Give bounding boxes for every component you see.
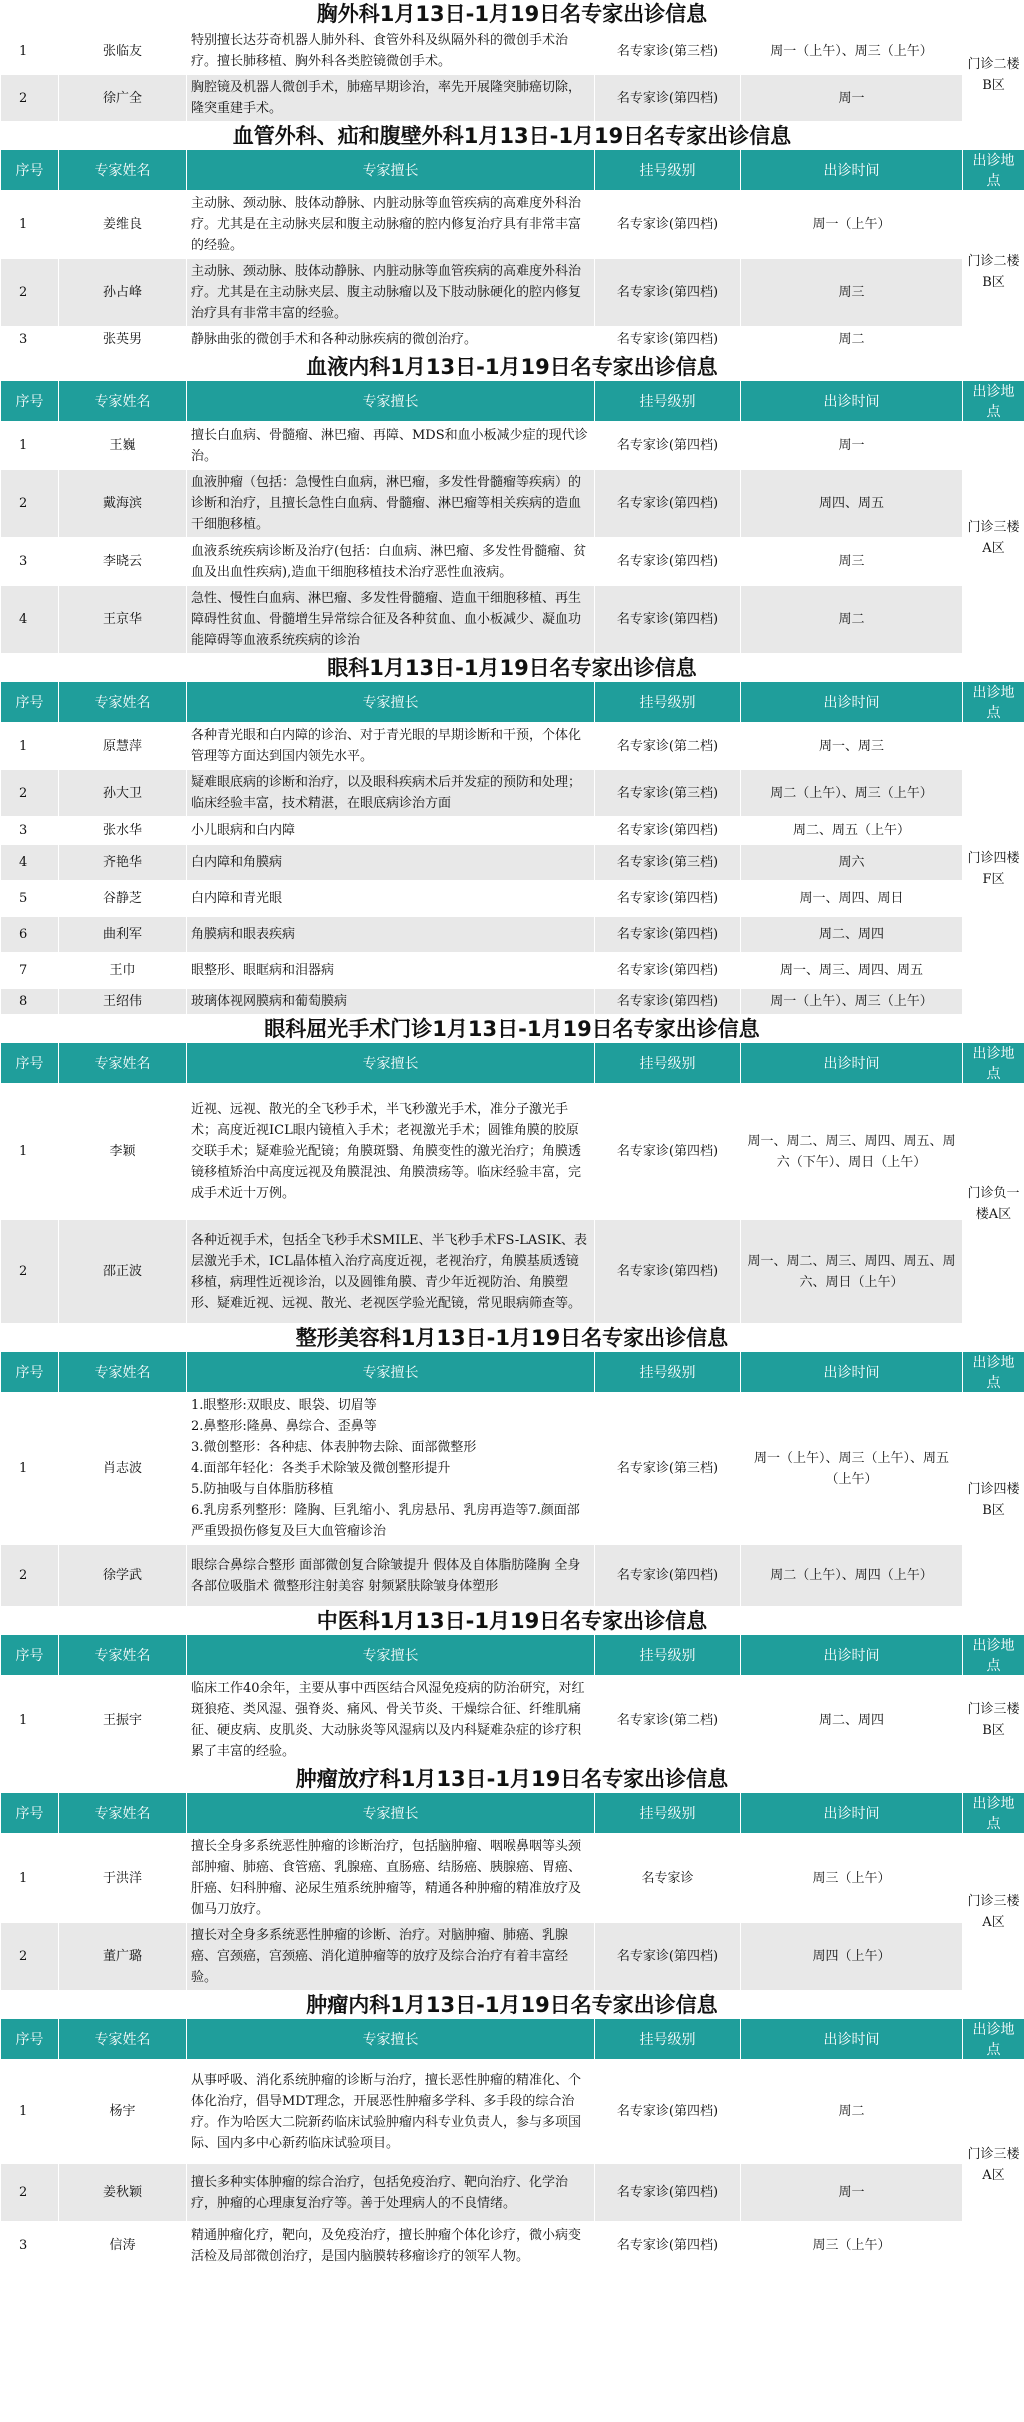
table-row	[1, 2164, 1024, 2222]
expert-name: 信涛	[59, 2222, 187, 2270]
table-row	[1, 723, 1024, 770]
header-time: 出诊时间	[741, 1352, 963, 1393]
row-number: 8	[1, 989, 59, 1015]
expert-specialty: 1.眼整形:双眼皮、眼袋、切眉等 2.鼻整形:隆鼻、鼻综合、歪鼻等 3.微创整形：各种痣、体表肿物去除、面部微整形 4.面部年轻化：各类手术除皱及微创整形提升 5.防抽吸与自体脂肪移植 6.乳房系列整形：隆胸、巨乳缩小、乳房悬吊、乳房再造等7.颜面部严重毁损伤修复及巨大血管瘤诊治	[187, 1393, 595, 1545]
header-location: 出诊地点	[963, 682, 1024, 723]
row-number: 6	[1, 917, 59, 953]
registration-level: 名专家诊(第四档)	[595, 191, 741, 259]
row-number: 1	[1, 191, 59, 259]
row-number: 2	[1, 259, 59, 327]
table-header-row	[1, 1352, 1024, 1393]
table-header-row	[1, 1793, 1024, 1834]
clinic-time: 周一（上午）、周三（上午）、周五（上午）	[741, 1393, 963, 1545]
expert-name: 于洪洋	[59, 1834, 187, 1923]
row-number: 4	[1, 845, 59, 881]
header-level: 挂号级别	[595, 682, 741, 723]
expert-specialty: 静脉曲张的微创手术和各种动脉疾病的微创治疗。	[187, 327, 595, 353]
row-number: 1	[1, 1393, 59, 1545]
clinic-time: 周四、周五	[741, 470, 963, 538]
expert-name: 原慧萍	[59, 723, 187, 770]
expert-name: 李晓云	[59, 538, 187, 586]
row-number: 3	[1, 327, 59, 353]
header-expert-name: 专家姓名	[59, 150, 187, 191]
schedule-table	[0, 380, 1024, 654]
table-row	[1, 770, 1024, 817]
expert-specialty: 白内障和角膜病	[187, 845, 595, 881]
department-section	[0, 1609, 1024, 1765]
expert-name: 齐艳华	[59, 845, 187, 881]
table-row	[1, 259, 1024, 327]
table-header-row	[1, 150, 1024, 191]
expert-specialty: 擅长多种实体肿瘤的综合治疗，包括免疫治疗、靶向治疗、化学治疗，肿瘤的心理康复治疗等。善于处理病人的不良情绪。	[187, 2164, 595, 2222]
registration-level: 名专家诊	[595, 1834, 741, 1923]
clinic-time: 周二（上午）、周四（上午）	[741, 1545, 963, 1607]
table-row	[1, 586, 1024, 654]
registration-level: 名专家诊(第四档)	[595, 917, 741, 953]
header-location: 出诊地点	[963, 1793, 1024, 1834]
header-level: 挂号级别	[595, 1793, 741, 1834]
row-number: 4	[1, 586, 59, 654]
header-location: 出诊地点	[963, 1635, 1024, 1676]
clinic-time: 周二、周四	[741, 917, 963, 953]
clinic-time: 周一（上午）	[741, 191, 963, 259]
registration-level: 名专家诊(第四档)	[595, 1545, 741, 1607]
row-number: 1	[1, 422, 59, 470]
registration-level: 名专家诊(第四档)	[595, 586, 741, 654]
expert-specialty: 各种青光眼和白内障的诊治、对于青光眼的早期诊断和干预，个体化管理等方面达到国内领先水平。	[187, 723, 595, 770]
registration-level: 名专家诊(第四档)	[595, 953, 741, 989]
registration-level: 名专家诊(第四档)	[595, 1084, 741, 1220]
expert-name: 王巍	[59, 422, 187, 470]
section-title: 肿瘤放疗科1月13日-1月19日名专家出诊信息	[295, 1767, 729, 1791]
expert-specialty: 疑难眼底病的诊断和治疗，以及眼科疾病术后并发症的预防和处理；临床经验丰富，技术精湛，在眼底病诊治方面	[187, 770, 595, 817]
expert-name: 孙大卫	[59, 770, 187, 817]
row-number: 7	[1, 953, 59, 989]
header-time: 出诊时间	[741, 2019, 963, 2060]
row-number: 2	[1, 1923, 59, 1991]
expert-specialty: 急性、慢性白血病、淋巴瘤、多发性骨髓瘤、造血干细胞移植、再生障碍性贫血、骨髓增生异常综合征及各种贫血、血小板减少、凝血功能障碍等血液系统疾病的诊治	[187, 586, 595, 654]
expert-name: 肖志波	[59, 1393, 187, 1545]
table-row	[1, 2060, 1024, 2164]
clinic-time: 周二	[741, 327, 963, 353]
clinic-time: 周六	[741, 845, 963, 881]
clinic-time: 周二	[741, 2060, 963, 2164]
clinic-location: 门诊三楼B区	[963, 1676, 1024, 1765]
table-row	[1, 1676, 1024, 1765]
department-section	[0, 355, 1024, 654]
page-root	[0, 2, 1024, 2270]
expert-specialty: 眼整形、眼眶病和泪器病	[187, 953, 595, 989]
expert-specialty: 眼综合鼻综合整形 面部微创复合除皱提升 假体及自体脂肪隆胸 全身各部位吸脂术 微整形注射美容 射频紧肤除皱身体塑形	[187, 1545, 595, 1607]
registration-level: 名专家诊(第二档)	[595, 1676, 741, 1765]
registration-level: 名专家诊(第四档)	[595, 817, 741, 845]
row-number: 2	[1, 1545, 59, 1607]
table-header-row	[1, 682, 1024, 723]
expert-specialty: 擅长全身多系统恶性肿瘤的诊断治疗，包括脑肿瘤、咽喉鼻咽等头颈部肿瘤、肺癌、食管癌、乳腺癌、直肠癌、结肠癌、胰腺癌、胃癌、肝癌、妇科肿瘤、泌尿生殖系统肿瘤等，精通各种肿瘤的精准放疗及伽马刀放疗。	[187, 1834, 595, 1923]
schedule-table	[0, 1792, 1024, 1991]
table-row	[1, 1923, 1024, 1991]
table-row	[1, 917, 1024, 953]
row-number: 1	[1, 1834, 59, 1923]
row-number: 2	[1, 470, 59, 538]
registration-level: 名专家诊(第四档)	[595, 2164, 741, 2222]
header-specialty: 专家擅长	[187, 2019, 595, 2060]
section-title: 眼科1月13日-1月19日名专家出诊信息	[327, 656, 697, 680]
section-title: 肿瘤内科1月13日-1月19日名专家出诊信息	[306, 1993, 718, 2017]
clinic-time: 周一（上午）、周三（上午）	[741, 989, 963, 1015]
expert-specialty: 主动脉、颈动脉、肢体动静脉、内脏动脉等血管疾病的高难度外科治疗。尤其是在主动脉夹层、腹主动脉瘤以及下肢动脉硬化的腔内修复治疗具有非常丰富的经验。	[187, 259, 595, 327]
department-section	[0, 1017, 1024, 1324]
expert-specialty: 临床工作40余年，主要从事中西医结合风湿免疫病的防治研究，对红斑狼疮、类风湿、强脊炎、痛风、骨关节炎、干燥综合征、纤维肌痛征、硬皮病、皮肌炎、大动脉炎等风湿病以及内科疑难杂症的诊疗积累了丰富的经验。	[187, 1676, 595, 1765]
clinic-location: 门诊二楼B区	[963, 28, 1024, 122]
department-section	[0, 2, 1024, 122]
clinic-location: 门诊四楼F区	[963, 723, 1024, 1015]
expert-name: 徐广全	[59, 75, 187, 122]
row-number: 2	[1, 770, 59, 817]
registration-level: 名专家诊(第二档)	[595, 723, 741, 770]
table-row	[1, 1220, 1024, 1324]
expert-specialty: 擅长白血病、骨髓瘤、淋巴瘤、再障、MDS和血小板减少症的现代诊治。	[187, 422, 595, 470]
expert-specialty: 角膜病和眼表疾病	[187, 917, 595, 953]
department-section	[0, 656, 1024, 1015]
schedule-table	[0, 681, 1024, 1015]
row-number: 1	[1, 2060, 59, 2164]
expert-name: 王振宇	[59, 1676, 187, 1765]
header-number: 序号	[1, 150, 59, 191]
header-location: 出诊地点	[963, 381, 1024, 422]
registration-level: 名专家诊(第四档)	[595, 1923, 741, 1991]
header-expert-name: 专家姓名	[59, 1043, 187, 1084]
expert-name: 王巾	[59, 953, 187, 989]
table-row	[1, 2222, 1024, 2270]
section-title: 中医科1月13日-1月19日名专家出诊信息	[316, 1609, 708, 1633]
header-number: 序号	[1, 1043, 59, 1084]
schedule-table	[0, 1042, 1024, 1324]
expert-name: 邵正波	[59, 1220, 187, 1324]
table-row	[1, 327, 1024, 353]
registration-level: 名专家诊(第三档)	[595, 845, 741, 881]
row-number: 2	[1, 2164, 59, 2222]
clinic-time: 周三（上午）	[741, 2222, 963, 2270]
clinic-time: 周四（上午）	[741, 1923, 963, 1991]
row-number: 3	[1, 538, 59, 586]
clinic-time: 周三	[741, 538, 963, 586]
row-number: 1	[1, 723, 59, 770]
header-location: 出诊地点	[963, 2019, 1024, 2060]
header-expert-name: 专家姓名	[59, 682, 187, 723]
clinic-time: 周一、周二、周三、周四、周五、周六、周日（上午）	[741, 1220, 963, 1324]
header-number: 序号	[1, 2019, 59, 2060]
expert-name: 姜秋颖	[59, 2164, 187, 2222]
expert-name: 戴海滨	[59, 470, 187, 538]
table-row	[1, 953, 1024, 989]
clinic-time: 周一、周二、周三、周四、周五、周六（下午）、周日（上午）	[741, 1084, 963, 1220]
expert-specialty: 特别擅长达芬奇机器人肺外科、食管外科及纵隔外科的微创手术治疗。擅长肺移植、胸外科各类腔镜微创手术。	[187, 28, 595, 75]
registration-level: 名专家诊(第四档)	[595, 75, 741, 122]
header-number: 序号	[1, 381, 59, 422]
registration-level: 名专家诊(第四档)	[595, 881, 741, 917]
registration-level: 名专家诊(第三档)	[595, 28, 741, 75]
header-expert-name: 专家姓名	[59, 1352, 187, 1393]
table-row	[1, 538, 1024, 586]
row-number: 3	[1, 817, 59, 845]
expert-name: 张英男	[59, 327, 187, 353]
expert-specialty: 胸腔镜及机器人微创手术，肺癌早期诊治，率先开展隆突肺癌切除，隆突重建手术。	[187, 75, 595, 122]
header-specialty: 专家擅长	[187, 1793, 595, 1834]
department-section	[0, 1993, 1024, 2270]
clinic-location: 门诊三楼A区	[963, 422, 1024, 654]
header-time: 出诊时间	[741, 1635, 963, 1676]
clinic-time: 周一	[741, 422, 963, 470]
schedule-table	[0, 27, 1024, 122]
registration-level: 名专家诊(第三档)	[595, 1393, 741, 1545]
header-number: 序号	[1, 682, 59, 723]
header-level: 挂号级别	[595, 1635, 741, 1676]
section-title: 整形美容科1月13日-1月19日名专家出诊信息	[295, 1326, 729, 1350]
expert-specialty: 血液系统疾病诊断及治疗(包括：白血病、淋巴瘤、多发性骨髓瘤、贫血及出血性疾病),造血干细胞移植技术治疗恶性血液病。	[187, 538, 595, 586]
header-time: 出诊时间	[741, 1793, 963, 1834]
registration-level: 名专家诊(第四档)	[595, 538, 741, 586]
department-section	[0, 1326, 1024, 1607]
row-number: 2	[1, 75, 59, 122]
header-level: 挂号级别	[595, 1352, 741, 1393]
clinic-location: 门诊四楼B区	[963, 1393, 1024, 1607]
registration-level: 名专家诊(第四档)	[595, 2222, 741, 2270]
expert-specialty: 血液肿瘤（包括：急慢性白血病，淋巴瘤，多发性骨髓瘤等疾病）的诊断和治疗，且擅长急性白血病、骨髓瘤、淋巴瘤等相关疾病的造血干细胞移植。	[187, 470, 595, 538]
header-number: 序号	[1, 1352, 59, 1393]
expert-specialty: 擅长对全身多系统恶性肿瘤的诊断、治疗。对脑肿瘤、肺癌、乳腺癌、宫颈癌，宫颈癌、消化道肿瘤等的放疗及综合治疗有着丰富经验。	[187, 1923, 595, 1991]
header-level: 挂号级别	[595, 2019, 741, 2060]
registration-level: 名专家诊(第四档)	[595, 989, 741, 1015]
header-time: 出诊时间	[741, 381, 963, 422]
row-number: 5	[1, 881, 59, 917]
clinic-time: 周三（上午）	[741, 1834, 963, 1923]
header-location: 出诊地点	[963, 1043, 1024, 1084]
table-header-row	[1, 381, 1024, 422]
registration-level: 名专家诊(第三档)	[595, 770, 741, 817]
expert-name: 孙占峰	[59, 259, 187, 327]
expert-name: 张临友	[59, 28, 187, 75]
table-row	[1, 989, 1024, 1015]
registration-level: 名专家诊(第四档)	[595, 1220, 741, 1324]
row-number: 3	[1, 2222, 59, 2270]
expert-name: 董广璐	[59, 1923, 187, 1991]
header-specialty: 专家擅长	[187, 1635, 595, 1676]
expert-name: 张水华	[59, 817, 187, 845]
registration-level: 名专家诊(第四档)	[595, 422, 741, 470]
row-number: 1	[1, 28, 59, 75]
clinic-time: 周二、周五（上午）	[741, 817, 963, 845]
schedule-table	[0, 1351, 1024, 1607]
clinic-time: 周一、周三	[741, 723, 963, 770]
registration-level: 名专家诊(第四档)	[595, 470, 741, 538]
registration-level: 名专家诊(第四档)	[595, 259, 741, 327]
table-row	[1, 845, 1024, 881]
header-level: 挂号级别	[595, 381, 741, 422]
header-number: 序号	[1, 1793, 59, 1834]
expert-specialty: 精通肿瘤化疗，靶向，及免疫治疗，擅长肿瘤个体化诊疗，微小病变活检及局部微创治疗，是国内脑膜转移瘤诊疗的领军人物。	[187, 2222, 595, 2270]
expert-specialty: 近视、远视、散光的全飞秒手术，半飞秒激光手术，准分子激光手术；高度近视ICL眼内镜植入手术；老视激光手术；圆锥角膜的胶原交联手术；疑难验光配镜；角膜斑翳、角膜变性的激光治疗；角膜透镜移植矫治中高度远视及角膜混浊、角膜溃疡等。临床经验丰富，完成手术近十万例。	[187, 1084, 595, 1220]
expert-specialty: 从事呼吸、消化系统肿瘤的诊断与治疗，擅长恶性肿瘤的精准化、个体化治疗，倡导MDT理念，开展恶性肿瘤多学科、多手段的综合治疗。作为哈医大二院新药临床试验肿瘤内科专业负责人，参与多项国际、国内多中心新药临床试验项目。	[187, 2060, 595, 2164]
header-location: 出诊地点	[963, 1352, 1024, 1393]
clinic-location: 门诊二楼B区	[963, 191, 1024, 353]
expert-name: 王绍伟	[59, 989, 187, 1015]
header-time: 出诊时间	[741, 682, 963, 723]
clinic-location: 门诊三楼A区	[963, 1834, 1024, 1991]
section-title: 眼科屈光手术门诊1月13日-1月19日名专家出诊信息	[264, 1017, 760, 1041]
table-row	[1, 881, 1024, 917]
header-level: 挂号级别	[595, 1043, 741, 1084]
expert-specialty: 主动脉、颈动脉、肢体动静脉、内脏动脉等血管疾病的高难度外科治疗。尤其是在主动脉夹层和腹主动脉瘤的腔内修复治疗具有非常丰富的经验。	[187, 191, 595, 259]
clinic-time: 周一、周四、周日	[741, 881, 963, 917]
header-level: 挂号级别	[595, 150, 741, 191]
header-specialty: 专家擅长	[187, 381, 595, 422]
table-row	[1, 1834, 1024, 1923]
department-section	[0, 124, 1024, 353]
header-time: 出诊时间	[741, 1043, 963, 1084]
header-number: 序号	[1, 1635, 59, 1676]
table-header-row	[1, 1043, 1024, 1084]
section-title: 胸外科1月13日-1月19日名专家出诊信息	[316, 2, 708, 26]
header-expert-name: 专家姓名	[59, 381, 187, 422]
header-expert-name: 专家姓名	[59, 2019, 187, 2060]
expert-name: 谷静芝	[59, 881, 187, 917]
expert-specialty: 玻璃体视网膜病和葡萄膜病	[187, 989, 595, 1015]
expert-name: 姜维良	[59, 191, 187, 259]
expert-name: 李颖	[59, 1084, 187, 1220]
header-time: 出诊时间	[741, 150, 963, 191]
row-number: 2	[1, 1220, 59, 1324]
table-header-row	[1, 1635, 1024, 1676]
table-row	[1, 1545, 1024, 1607]
header-expert-name: 专家姓名	[59, 1793, 187, 1834]
schedule-table	[0, 1634, 1024, 1765]
registration-level: 名专家诊(第四档)	[595, 2060, 741, 2164]
clinic-time: 周二（上午）、周三（上午）	[741, 770, 963, 817]
row-number: 1	[1, 1676, 59, 1765]
clinic-location: 门诊三楼A区	[963, 2060, 1024, 2270]
expert-specialty: 小儿眼病和白内障	[187, 817, 595, 845]
department-section	[0, 1767, 1024, 1991]
header-expert-name: 专家姓名	[59, 1635, 187, 1676]
table-row	[1, 470, 1024, 538]
schedule-table	[0, 149, 1024, 353]
table-row	[1, 75, 1024, 122]
table-row	[1, 1393, 1024, 1545]
schedule-table	[0, 2018, 1024, 2270]
header-specialty: 专家擅长	[187, 150, 595, 191]
header-specialty: 专家擅长	[187, 1352, 595, 1393]
expert-specialty: 白内障和青光眼	[187, 881, 595, 917]
header-specialty: 专家擅长	[187, 682, 595, 723]
table-row	[1, 817, 1024, 845]
clinic-time: 周一	[741, 75, 963, 122]
expert-name: 王京华	[59, 586, 187, 654]
expert-name: 徐学武	[59, 1545, 187, 1607]
expert-specialty: 各种近视手术，包括全飞秒手术SMILE、半飞秒手术FS-LASIK、表层激光手术，ICL晶体植入治疗高度近视，老视治疗，角膜基质透镜移植，病理性近视诊治，以及圆锥角膜、青少年近视防治、角膜塑形、疑难近视、远视、散光、老视医学验光配镜，常见眼病筛查等。	[187, 1220, 595, 1324]
section-title: 血管外科、疝和腹壁外科1月13日-1月19日名专家出诊信息	[232, 124, 792, 148]
table-row	[1, 422, 1024, 470]
table-row	[1, 191, 1024, 259]
table-header-row	[1, 2019, 1024, 2060]
row-number: 1	[1, 1084, 59, 1220]
header-location: 出诊地点	[963, 150, 1024, 191]
clinic-time: 周二、周四	[741, 1676, 963, 1765]
clinic-time: 周一（上午）、周三（上午）	[741, 28, 963, 75]
header-specialty: 专家擅长	[187, 1043, 595, 1084]
clinic-time: 周三	[741, 259, 963, 327]
section-title: 血液内科1月13日-1月19日名专家出诊信息	[306, 355, 718, 379]
clinic-time: 周二	[741, 586, 963, 654]
table-row	[1, 28, 1024, 75]
clinic-location: 门诊负一楼A区	[963, 1084, 1024, 1324]
registration-level: 名专家诊(第四档)	[595, 327, 741, 353]
table-row	[1, 1084, 1024, 1220]
expert-name: 曲利军	[59, 917, 187, 953]
clinic-time: 周一、周三、周四、周五	[741, 953, 963, 989]
expert-name: 杨宇	[59, 2060, 187, 2164]
clinic-time: 周一	[741, 2164, 963, 2222]
